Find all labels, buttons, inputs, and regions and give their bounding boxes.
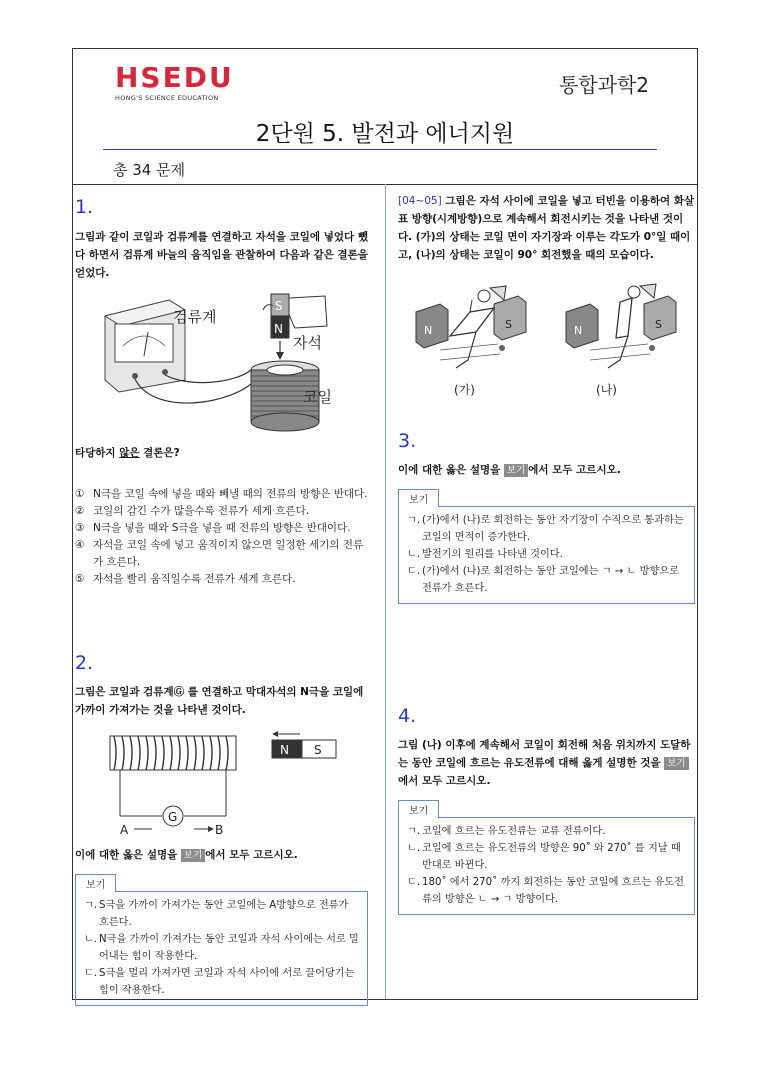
q1-prompt (75, 444, 180, 462)
q2-number: 2. (75, 652, 94, 674)
column-divider (385, 184, 386, 999)
q1-text: 그림과 같이 코일과 검류계를 연결하고 자석을 코일에 넣었다 뺐다 하면서 검류계 바늘의 움직임을 관찰하여 다음과 같은 결론을 얻었다. (75, 231, 368, 279)
q1-number: 1. (75, 196, 94, 218)
q1-option-2[interactable]: ② 코일의 감긴 수가 많을수록 전류가 세게 흐른다. (75, 505, 310, 517)
q1-options (75, 486, 373, 588)
subject-title: 통합과학2 (558, 73, 649, 97)
fig-na-n: N (574, 324, 583, 337)
q2-bogi-item-1: ㄱ. S극을 가까이 가져가는 동안 코일에는 A방향으로 전류가 흐른다. (84, 900, 349, 928)
q2-label-b: B (215, 823, 224, 837)
q2-bogi (75, 872, 368, 1006)
q2-label-s: S (314, 743, 322, 757)
q1-option-5[interactable]: ⑤ 자석을 빨리 움직일수록 전류가 세게 흐른다. (75, 573, 296, 585)
q3-number: 3. (398, 430, 417, 452)
logo-text: HSEDU (115, 61, 234, 94)
unit-title: 2단원 5. 발전과 에너지원 (255, 121, 515, 147)
q4-bogi-item-2: ㄴ. 코일에 흐르는 유도전류의 방향은 90˚ 와 270˚ 를 지날 때 반대로 바뀐다. (407, 843, 681, 871)
q34-intro: [04~05] 그림은 자석 사이에 코일을 넣고 터빈을 이용하여 화살표 방향(시계방향)으로 계속해서 회전시키는 것을 나타낸 것이다. (가)의 상태는 코일 면이 자기장과 이루는 각도가 0°일 때이고, (나)의 상태는 코일이 90° 회전했을 때의 모습이다. (398, 195, 695, 261)
q2-bogi-item-2: ㄴ. N극을 가까이 가져가는 동안 코일과 자석 사이에는 서로 밀어내는 힘이 작용한다. (84, 934, 359, 962)
q2-label-g: G (168, 810, 178, 824)
q2-text: 그림은 코일과 검류계Ⓖ 를 연결하고 막대자석의 N극을 코일에 가까이 가져가는 것을 나타낸 것이다. (75, 686, 364, 716)
q1-label-n: N (274, 322, 283, 336)
q2-label-a: A (120, 823, 129, 837)
q4-prompt: 그림 (나) 이후에 계속해서 코일이 회전해 처음 위치까지 도달하는 동안 코일에 흐르는 유도전류에 대해 옳게 설명한 것을 보기에서 모두 고르시오. (398, 739, 691, 787)
q1-option-4[interactable]: ④ 자석을 코일 속에 넣고 움직이지 않으면 일정한 세기의 전류가 흐른다. (75, 539, 364, 568)
q1-label-galvanometer: 검류계 (173, 308, 217, 326)
q4-bogi (398, 798, 695, 915)
q1-option-1[interactable]: ① N극을 코일 속에 넣을 때와 빼낼 때의 전류의 방향은 반대다. (75, 488, 368, 500)
q1-prompt-before: 타당하지 (75, 447, 120, 459)
fig-na-s: S (655, 318, 662, 331)
q34-figure (410, 282, 685, 400)
logo-subtext: HONG'S SCIENCE EDUCATION (115, 94, 219, 102)
q1-label-magnet: 자석 (293, 334, 322, 352)
q3-bogi (398, 487, 695, 604)
q1-prompt-after: 결론은? (139, 447, 180, 459)
header-rule (103, 149, 657, 150)
total-questions: 총 34 문제 (113, 161, 186, 179)
fig-label-na: (나) (596, 383, 617, 397)
q3-bogi-inline: 보기 (504, 464, 528, 477)
q4-bogi-box (398, 817, 695, 915)
q3-bogi-item-3: ㄷ. (가)에서 (나)로 회전하는 동안 코일에는 ㄱ → ㄴ 방향으로 전류가 흐른다. (407, 566, 680, 594)
q1-label-s: S (275, 299, 283, 313)
q4-bogi-item-3: ㄷ. 180˚ 에서 270˚ 까지 회전하는 동안 코일에 흐르는 유도전류의 방향은 ㄴ → ㄱ 방향이다. (407, 877, 684, 905)
figure-ga (416, 286, 526, 397)
q4-number: 4. (398, 705, 417, 727)
figure-na (566, 284, 676, 397)
fig-label-ga: (가) (454, 383, 475, 397)
q3-bogi-tab: 보기 (398, 489, 439, 507)
q34-range: [04~05] (398, 195, 442, 207)
q1-figure (95, 288, 355, 438)
q3-bogi-box (398, 506, 695, 604)
q3-prompt: 이에 대한 옳은 설명을 보기 에서 모두 고르시오. (398, 464, 621, 476)
q2-label-n: N (280, 743, 289, 757)
q2-bogi-tab: 보기 (75, 874, 116, 892)
q2-bogi-item-3: ㄷ. S극을 멀리 가져가면 코일과 자석 사이에 서로 끌어당기는 힘이 작용한다. (84, 968, 355, 996)
q3-bogi-item-2: ㄴ. 발전기의 원리를 나타낸 것이다. (407, 549, 563, 560)
q2-bogi-box (75, 891, 368, 1006)
q4-bogi-item-1: ㄱ. 코일에 흐르는 유도전류는 교류 전류이다. (407, 826, 606, 837)
q4-bogi-inline: 보기 (664, 757, 688, 770)
header (73, 49, 697, 184)
q2-figure (100, 726, 350, 838)
q1-prompt-underline: 않은 (119, 447, 140, 459)
fig-ga-s: S (505, 318, 512, 331)
logo (115, 63, 234, 102)
q3-bogi-item-1: ㄱ. (가)에서 (나)로 회전하는 동안 자기장이 수직으로 통과하는 코일의 면적이 증가한다. (407, 515, 684, 543)
q2-bogi-inline: 보기 (181, 849, 205, 862)
q2-prompt: 이에 대한 옳은 설명을 보기 에서 모두 고르시오. (75, 849, 298, 861)
q4-bogi-tab: 보기 (398, 800, 439, 818)
fig-ga-n: N (424, 324, 433, 337)
q1-label-coil: 코일 (303, 388, 332, 406)
q1-option-3[interactable]: ③ N극을 넣을 때와 S극을 넣을 때 전류의 방향은 반대이다. (75, 522, 351, 534)
